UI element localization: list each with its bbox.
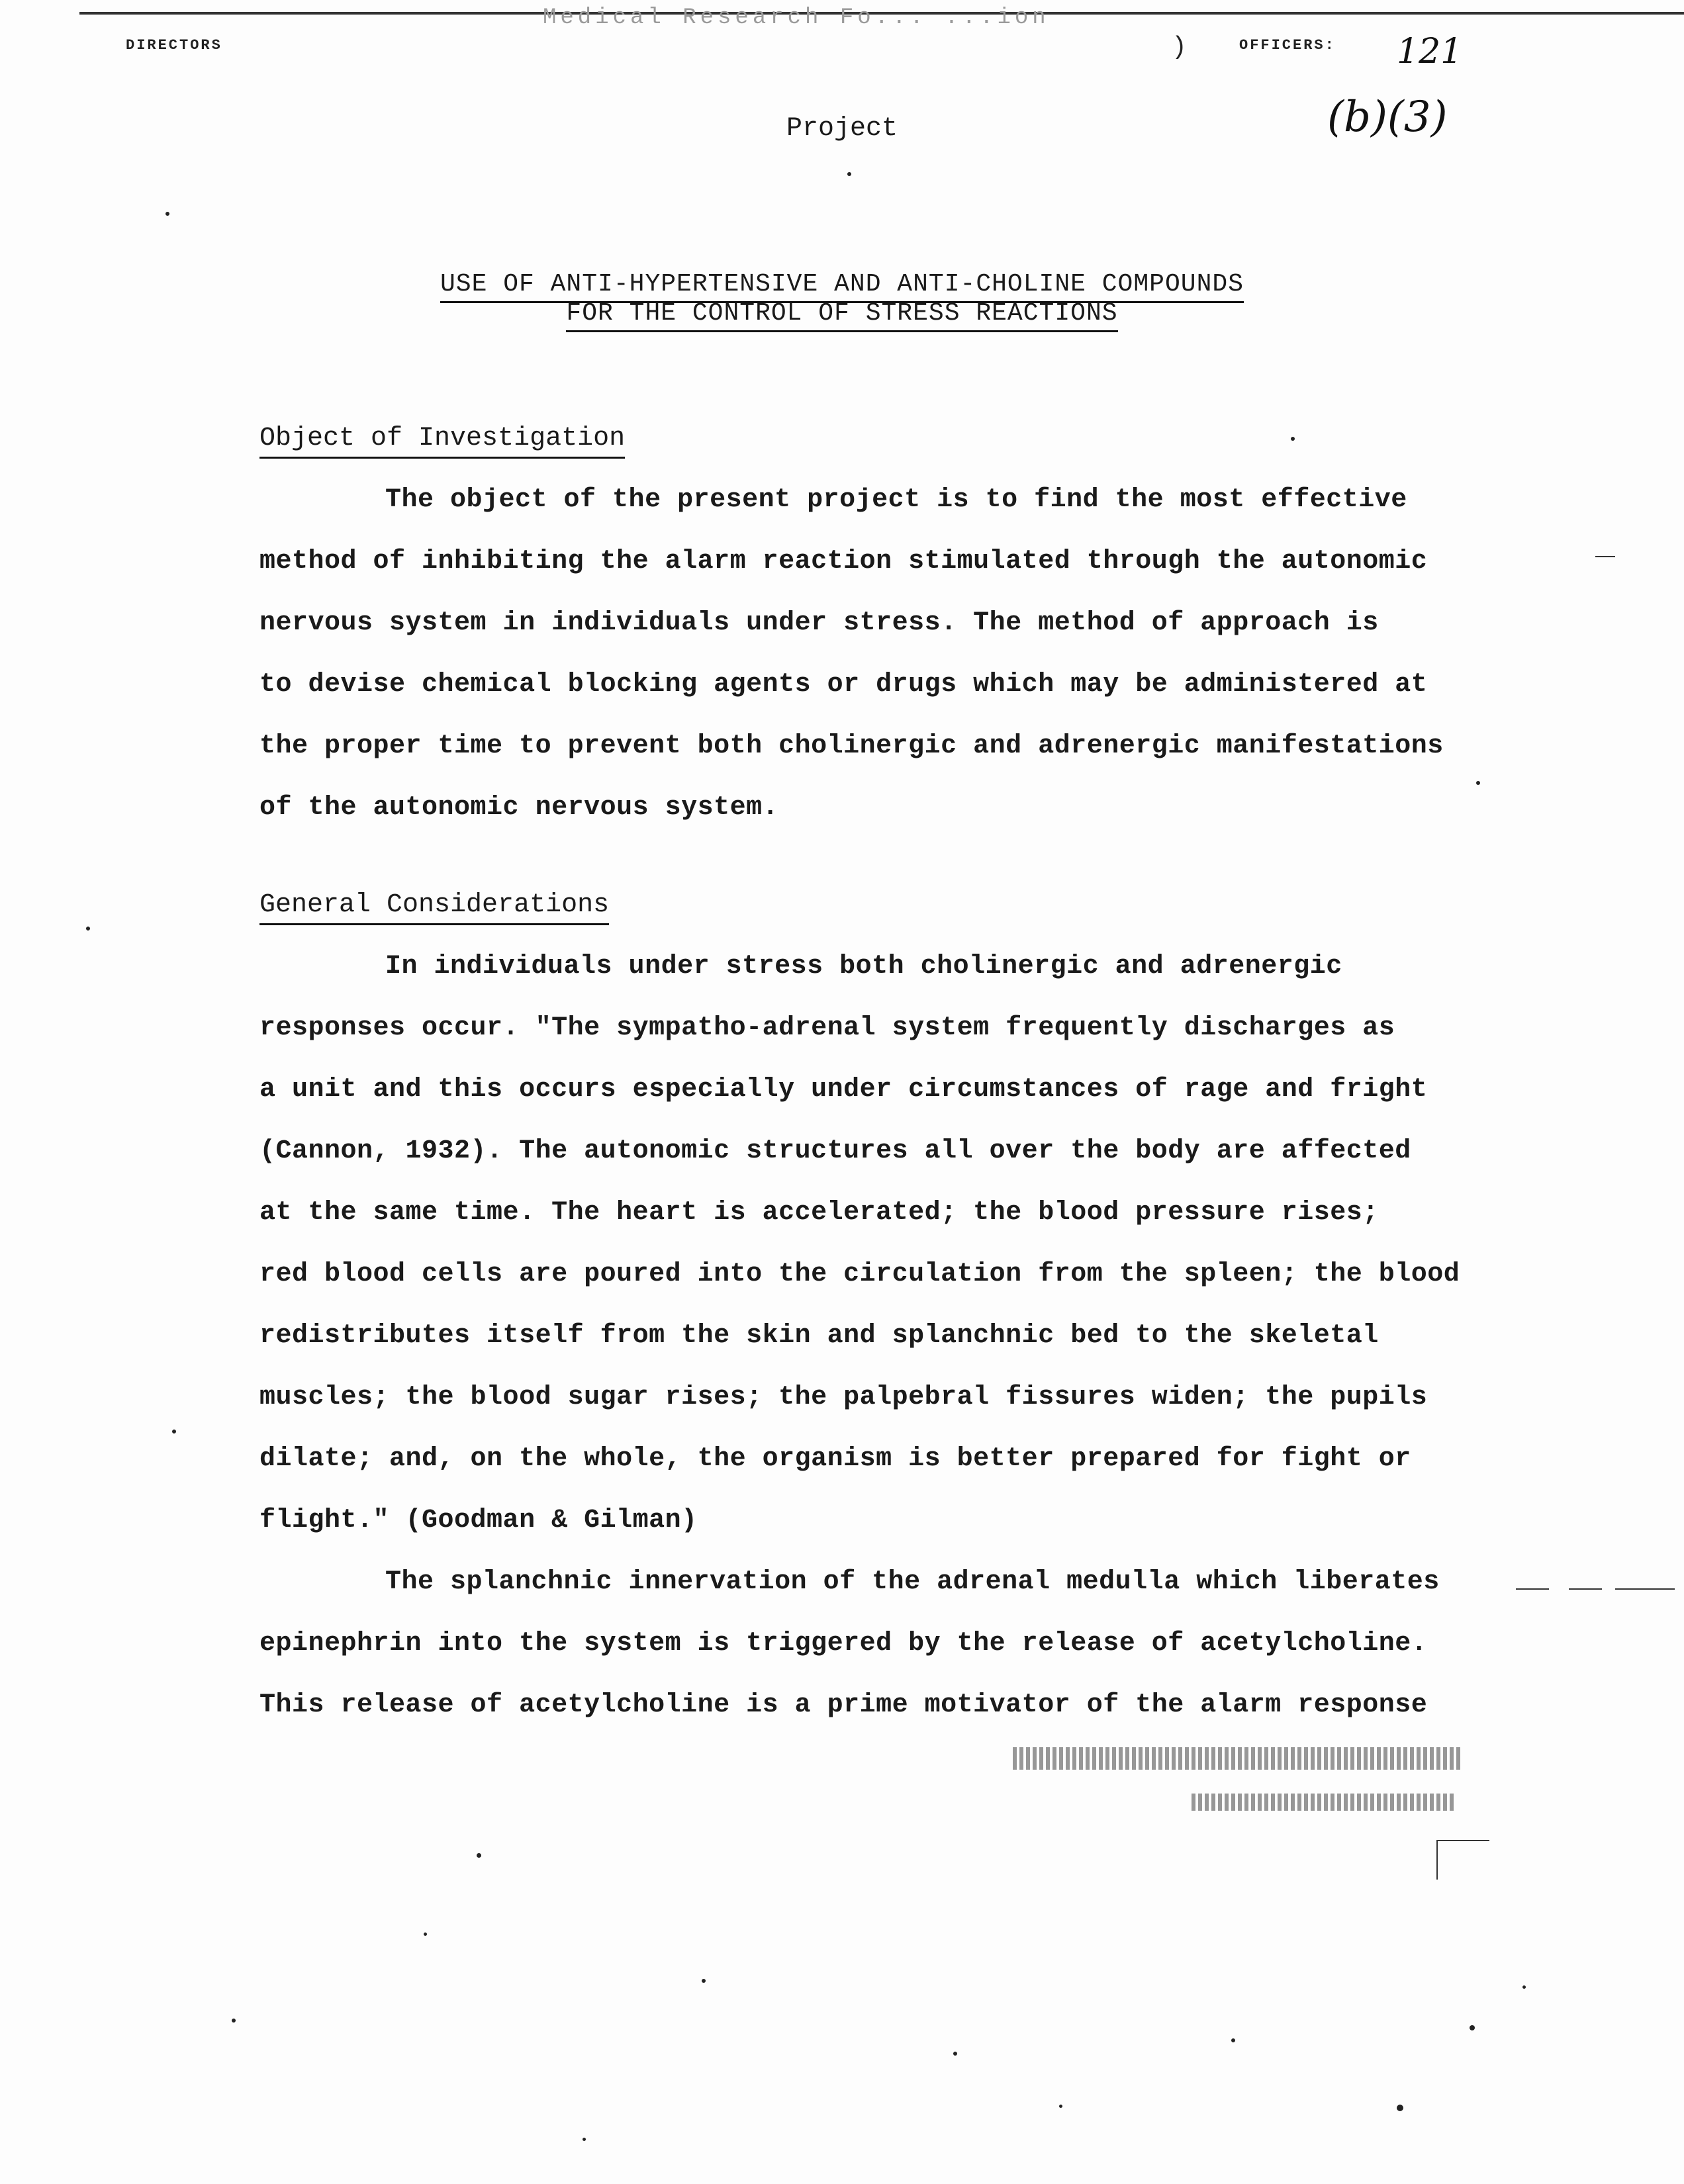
scan-speck [953, 2052, 957, 2056]
scan-speck [172, 1430, 176, 1433]
scan-speck [1470, 2025, 1475, 2030]
paragraph-line: the proper time to prevent both cholinergic and adrenergic manifestations [259, 731, 1444, 761]
paragraph-line: a unit and this occurs especially under circumstances of rage and fright [259, 1075, 1428, 1105]
scan-speck [232, 2019, 236, 2023]
paragraph-line: of the autonomic nervous system. [259, 793, 779, 823]
paragraph-line: epinephrin into the system is triggered by the release of acetylcholine. [259, 1629, 1428, 1659]
paragraph-line: The splanchnic innervation of the adrenal medulla which liberates [385, 1567, 1440, 1597]
corner-mark [1436, 1840, 1438, 1880]
paragraph-line: nervous system in individuals under stress. The method of approach is [259, 608, 1379, 638]
paragraph-line: redistributes itself from the skin and splanchnic bed to the skeletal [259, 1321, 1379, 1351]
paragraph-line: dilate; and, on the whole, the organism is better prepared for fight or [259, 1444, 1411, 1474]
margin-dash [1516, 1588, 1549, 1590]
redaction-smudge [1192, 1794, 1456, 1811]
scan-speck [165, 212, 169, 216]
title-line-2-text: FOR THE CONTROL OF STRESS REACTIONS [566, 299, 1117, 332]
title-line-2 [0, 299, 1684, 328]
margin-dash [1436, 1840, 1489, 1841]
close-paren: ) [1172, 33, 1189, 62]
directors-label: DIRECTORS [126, 37, 222, 54]
paragraph-line: This release of acetylcholine is a prime motivator of the alarm response [259, 1690, 1428, 1720]
scan-speck [477, 1853, 481, 1858]
paragraph-line: (Cannon, 1932). The autonomic structures all over the body are affected [259, 1136, 1411, 1166]
paragraph-line: red blood cells are poured into the circulation from the spleen; the blood [259, 1259, 1460, 1289]
section-heading-object [259, 424, 625, 453]
section-heading-general-text: General Considerations [259, 890, 609, 925]
scan-speck [1476, 781, 1480, 785]
scan-speck [86, 927, 90, 931]
paragraph-line: The object of the present project is to find the most effective [385, 485, 1407, 515]
margin-dash [1569, 1588, 1602, 1590]
margin-dash [1595, 556, 1615, 557]
paragraph-line: at the same time. The heart is accelerated; the blood pressure rises; [259, 1198, 1379, 1228]
handwritten-number: 121 [1397, 32, 1463, 71]
project-kicker: Project [786, 114, 898, 144]
redaction-smudge [1013, 1747, 1463, 1770]
handwritten-code: (b)(3) [1327, 93, 1448, 142]
margin-dash [1615, 1588, 1675, 1590]
paragraph-line: muscles; the blood sugar rises; the palpebral fissures widen; the pupils [259, 1383, 1428, 1412]
scan-speck [1522, 1985, 1526, 1989]
paragraph-line: flight." (Goodman & Gilman) [259, 1506, 698, 1535]
faded-letterhead: Medical Research Fo... ...ion [543, 5, 1050, 30]
title-line-1-text: USE OF ANTI-HYPERTENSIVE AND ANTI-CHOLINE COMPOUNDS [440, 270, 1244, 303]
paragraph-line: In individuals under stress both cholinergic and adrenergic [385, 952, 1342, 981]
scan-speck [702, 1979, 706, 1983]
scan-speck [1397, 2105, 1403, 2111]
section-heading-object-text: Object of Investigation [259, 424, 625, 459]
title-line-1 [0, 270, 1684, 298]
scan-speck [424, 1933, 427, 1936]
paragraph-line: method of inhibiting the alarm reaction stimulated through the autonomic [259, 547, 1428, 576]
officers-label: OFFICERS: [1239, 37, 1336, 54]
section-heading-general [259, 890, 609, 920]
scan-speck [1059, 2105, 1062, 2108]
scan-speck [1291, 437, 1295, 441]
paragraph-line: to devise chemical blocking agents or drugs which may be administered at [259, 670, 1428, 700]
scan-speck [583, 2138, 586, 2141]
scan-speck [1231, 2038, 1235, 2042]
paragraph-line: responses occur. "The sympatho-adrenal system frequently discharges as [259, 1013, 1395, 1043]
scan-speck [847, 172, 851, 176]
